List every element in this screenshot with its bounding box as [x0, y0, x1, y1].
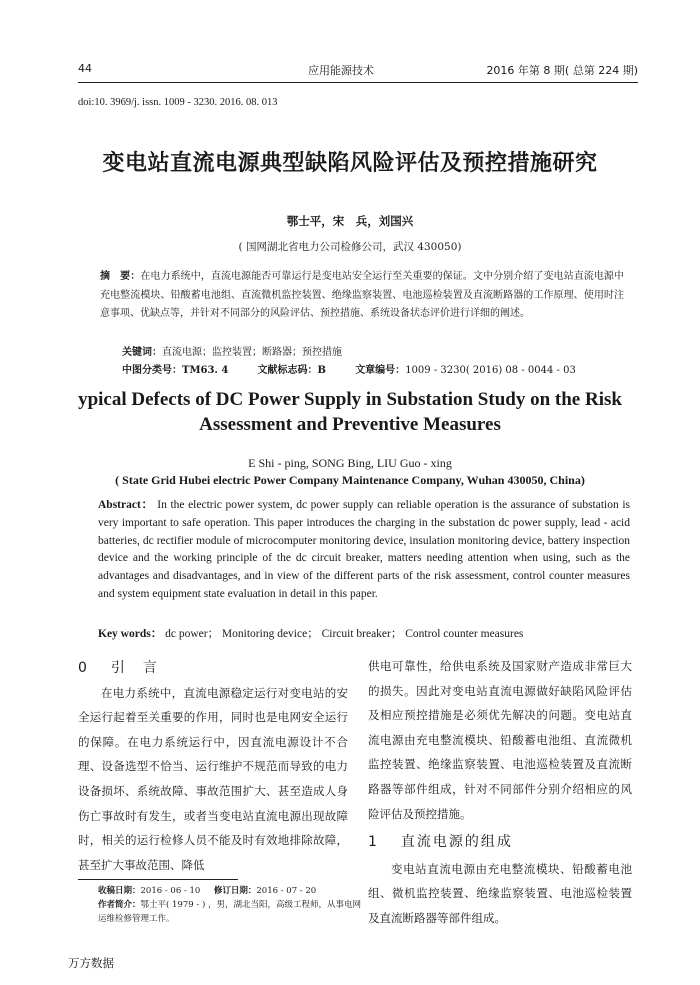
watermark: 万方数据: [68, 956, 114, 970]
keywords-zh-text: 直流电源；监控装置；断路器；预控措施: [162, 347, 342, 358]
footnote-rule: [78, 879, 238, 880]
authors-zh: 鄂士平，宋 兵，刘国兴: [286, 214, 414, 228]
section-1-paragraph: 变电站直流电源由充电整流模块、铅酸蓄电池组、微机监控装置、绝缘监察装置、电池巡检装置及直流断路器等部件组成。: [368, 861, 632, 925]
authors-en: E Shi - ping, SONG Bing, LIU Guo - xing: [248, 456, 452, 470]
abstract-zh-text: 在电力系统中，直流电源能否可靠运行是变电站安全运行至关重要的保证。文中分别介绍了变电站直流电源中充电整流模块、铅酸蓄电池组、直流微机监控装置、绝缘监察装置、电池巡检装置及直流断路器的工作原理、使用时注意事项、优缺点等，并针对不同部分的风险评估、预控措施、系统设备状态评价进行详细的阐述。: [100, 271, 625, 319]
keywords-en: [98, 625, 523, 641]
classification-line: [122, 361, 640, 376]
keywords-zh-label: 关键词：: [122, 347, 162, 358]
footnote: [98, 884, 368, 926]
abstract-zh: [100, 268, 624, 324]
doc-code: 文献标志码：B: [257, 365, 326, 376]
keywords-zh: [122, 343, 342, 358]
article-code: 文章编号：1009 - 3230( 2016) 08 - 0044 - 03: [355, 365, 576, 376]
section-0-paragraph: 在电力系统中，直流电源稳定运行对变电站的安全运行起着至关重要的作用，同时也是电网安全运行的保障。在电力系统运行中，因直流电源设计不合理、设备选型不恰当、运行维护不规范而导致的电力设备损坏、系统故障、事故范围扩大、甚至造成人身伤亡事故时有发生，或者当变电站直流电源出现故障时，相关的运行检修人员不能及时有效地排除故障，甚至扩大事故范围、降低: [78, 685, 348, 872]
paper-title-zh: 变电站直流电源典型缺陷风险评估及预控措施研究: [102, 151, 598, 176]
running-header: [78, 60, 638, 83]
footnote-dates: 收稿日期：2016 - 06 - 10 修订日期：2016 - 07 - 20: [98, 886, 317, 896]
footnote-author: 作者简介：鄂士平( 1979 - ) ，男，湖北当阳，高级工程师，从事电网运维检修管理工作。: [98, 900, 361, 924]
abstract-en-text: In the electric power system, dc power supply can reliable operation is the assurance of substation is very important to safe operation. This paper introduces the charging in the substation dc power supply, lead - acid batteries, dc rectifier module of microcomputer monitoring device, insulation monitoring device, battery inspection device and the working principle of the dc circuit breaker, matters needing attention when using, such as the advantages and disadvantages, and in view of the different parts of the risk assessment, control counter measures and system equipment state evaluation in detail in this paper.: [98, 499, 630, 600]
clc-code: 中图分类号：TM63. 4: [122, 365, 229, 376]
page-number: 44: [78, 62, 92, 75]
body-column-left: [78, 656, 348, 877]
issue-info: 2016 年第 8 期( 总第 224 期): [486, 64, 638, 77]
keywords-en-text: dc power； Monitoring device； Circuit breaker； Control counter measures: [165, 628, 524, 640]
body-column-right: [368, 654, 632, 931]
section-1-heading: [368, 830, 632, 855]
keywords-en-label: Key words：: [98, 628, 163, 640]
section-0-title: 引 言: [110, 660, 159, 676]
affiliation-zh: ( 国网湖北省电力公司检修公司，武汉 430050): [238, 241, 462, 253]
abstract-zh-label: 摘 要：: [100, 271, 141, 282]
abstract-en: [98, 497, 630, 604]
intro-paragraph-continued: 供电可靠性，给供电系统及国家财产造成非常巨大的损失。因此对变电站直流电源做好缺陷风险评估及相应预控措施是必须优先解决的问题。变电站直流电源由充电整流模块、铅酸蓄电池组、直流微机监控装置、绝缘监察装置、电池巡检装置及直流断路器等部件组成，针对不同部件分别介绍相应的风险评估及预控措施。: [368, 659, 632, 821]
abstract-en-label: Abstract：: [98, 499, 154, 511]
section-0-number: 0: [78, 660, 89, 676]
section-1-title: 直流电源的组成: [400, 834, 513, 851]
section-1-number: 1: [368, 834, 379, 851]
doi: doi:10. 3969/j. issn. 1009 - 3230. 2016. 08. 013: [78, 97, 278, 108]
journal-name: 应用能源技术: [308, 64, 374, 77]
affiliation-en: ( State Grid Hubei electric Power Company Maintenance Company, Wuhan 430050, China): [115, 473, 585, 487]
section-0-heading: [78, 656, 348, 681]
paper-title-en: ypical Defects of DC Power Supply in Substation Study on the Risk Assessment and Preventive Measures: [78, 389, 622, 435]
